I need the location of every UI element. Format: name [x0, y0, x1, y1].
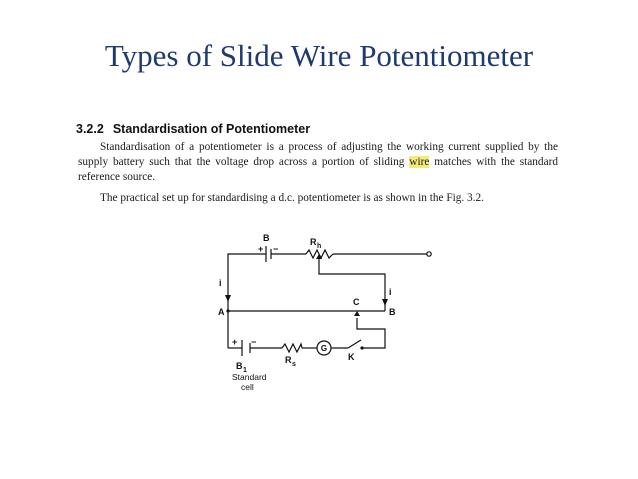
junction-a-dot [226, 309, 229, 312]
section-number: 3.2.2 [76, 122, 104, 136]
paragraph-text-start: Standardisation of a potentiometer is a process of adjusting the working current supplied by the supply battery such that the voltage drop across a portion of sliding [78, 141, 558, 168]
label-resistor-rs: R [285, 355, 292, 365]
potentiometer-circuit-diagram [205, 228, 440, 398]
label-node-b: B [389, 307, 396, 317]
current-arrow-left [225, 295, 231, 302]
label-current-right: i [389, 287, 392, 297]
label-rheostat-rh: R [310, 237, 317, 247]
paragraph-standardisation [78, 140, 558, 185]
label-minus-bottom: − [251, 337, 257, 347]
circuit-components [242, 246, 431, 356]
slider-c-arrowhead [354, 311, 360, 316]
key-k-switch [348, 340, 361, 348]
label-current-left: i [219, 278, 222, 288]
slide-title: Types of Slide Wire Potentiometer [104, 38, 534, 73]
paragraph-text-end: matches with the standard reference source. [78, 156, 559, 183]
current-arrow-right [382, 299, 388, 306]
label-plus-top: + [258, 244, 264, 254]
paragraph-practical-setup: The practical set up for standardising a d.c. potentiometer is as shown in the Fig. 3.2. [100, 192, 485, 204]
terminal-dot [427, 252, 431, 256]
rheostat-tap-wire [319, 263, 385, 311]
label-cell-b1: B [236, 361, 243, 371]
label-standard: Standard [232, 372, 267, 382]
label-plus-bottom: + [232, 337, 238, 347]
key-contact-dot [360, 346, 363, 349]
label-key-k: K [348, 352, 355, 362]
circuit-arrows [225, 254, 388, 350]
highlighted-word: wire [409, 156, 430, 168]
top-wire-left [228, 254, 266, 311]
label-minus-top: − [273, 244, 279, 254]
label-cell-subscript: 1 [243, 367, 247, 374]
section-heading [76, 122, 310, 136]
label-galvanometer-g: G [320, 344, 328, 353]
section-title: Standardisation of Potentiometer [112, 122, 311, 136]
key-return-wire [357, 318, 385, 348]
label-resistor-subscript: s [292, 361, 296, 368]
circuit-labels [218, 233, 396, 392]
circuit-wires [228, 254, 427, 348]
resistor-rs-zigzag [282, 344, 302, 352]
label-battery-b: B [263, 233, 270, 243]
label-rheostat-subscript: h [317, 243, 322, 250]
label-node-c: C [353, 297, 360, 307]
label-cell: cell [241, 382, 254, 392]
label-node-a: A [218, 307, 225, 317]
